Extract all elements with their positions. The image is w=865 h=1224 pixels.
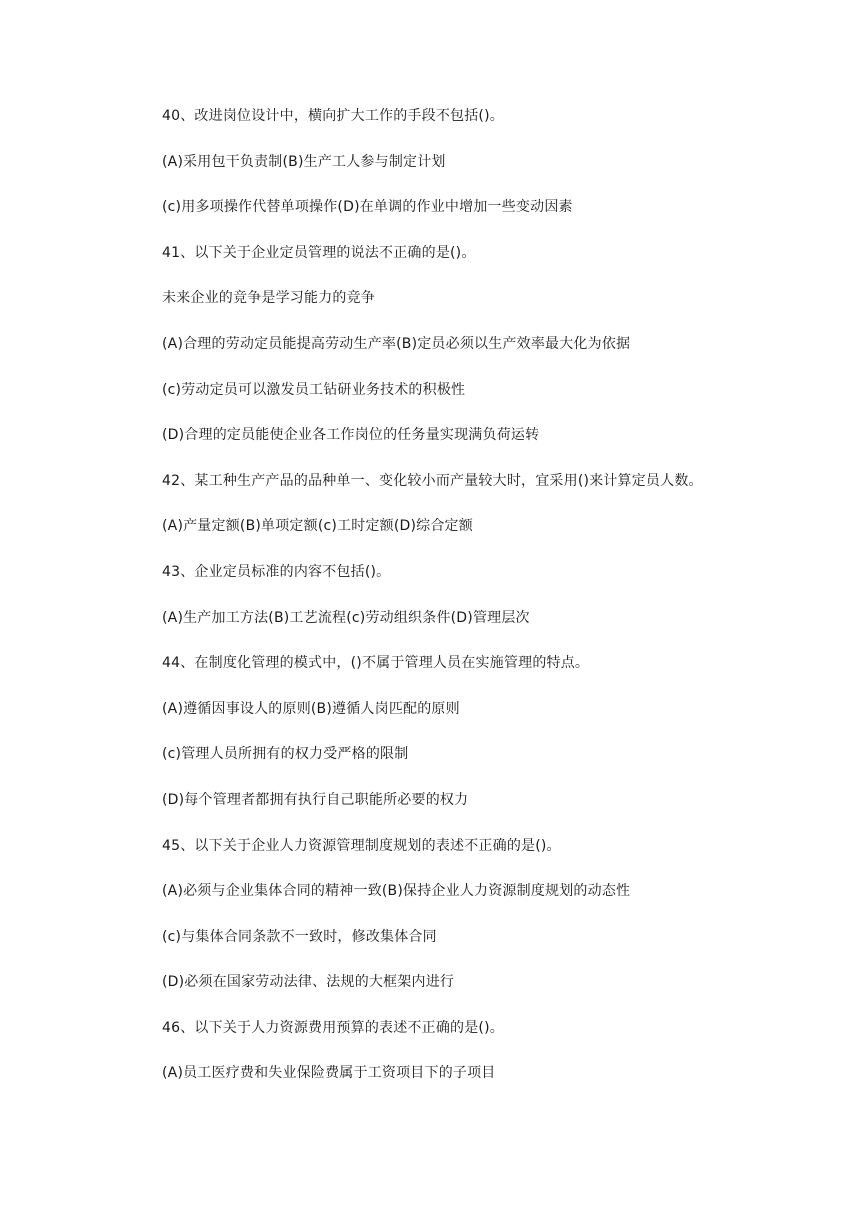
question-42-options: (A)产量定额(B)单项定额(c)工时定额(D)综合定额	[162, 518, 473, 535]
question-41: 41、以下关于企业定员管理的说法不正确的是()。	[162, 244, 476, 261]
question-41-options-a-b: (A)合理的劳动定员能提高劳动生产率(B)定员必须以生产效率最大化为依据	[162, 335, 631, 352]
question-44: 44、在制度化管理的模式中，()不属于管理人员在实施管理的特点。	[162, 655, 590, 672]
question-40: 40、改进岗位设计中，横向扩大工作的手段不包括()。	[162, 108, 504, 124]
question-44-option-c: (c)管理人员所拥有的权力受严格的限制	[162, 746, 409, 763]
question-44-option-d: (D)每个管理者都拥有执行自己职能所必要的权力	[162, 791, 469, 808]
question-43-options: (A)生产加工方法(B)工艺流程(c)劳动组织条件(D)管理层次	[162, 609, 530, 626]
question-44-options-a-b: (A)遵循因事设人的原则(B)遵循人岗匹配的原则	[162, 700, 460, 717]
question-41-option-d: (D)合理的定员能使企业各工作岗位的任务量实现满负荷运转	[162, 427, 540, 444]
question-42: 42、某工种生产产品的品种单一、变化较小而产量较大时，宜采用()来计算定员人数。	[162, 472, 703, 489]
question-45: 45、以下关于企业人力资源管理制度规划的表述不正确的是()。	[162, 837, 561, 854]
question-45-option-c: (c)与集体合同条款不一致时，修改集体合同	[162, 928, 437, 945]
inserted-text-line: 未来企业的竞争是学习能力的竞争	[162, 290, 375, 307]
document-content	[162, 104, 842, 1107]
question-41-option-c: (c)劳动定员可以激发员工钻研业务技术的积极性	[162, 381, 466, 398]
question-40-options-c-d: (c)用多项操作代替单项操作(D)在单调的作业中增加一些变动因素	[162, 199, 573, 216]
question-40-options-a-b: (A)采用包干负责制(B)生产工人参与制定计划	[162, 153, 446, 170]
question-46-option-a: (A)员工医疗费和失业保险费属于工资项目下的子项目	[162, 1065, 496, 1082]
question-46: 46、以下关于人力资源费用预算的表述不正确的是()。	[162, 1019, 504, 1036]
question-45-option-d: (D)必须在国家劳动法律、法规的大框架内进行	[162, 974, 455, 991]
question-45-options-a-b: (A)必须与企业集体合同的精神一致(B)保持企业人力资源制度规划的动态性	[162, 883, 631, 900]
question-43: 43、企业定员标准的内容不包括()。	[162, 563, 391, 580]
